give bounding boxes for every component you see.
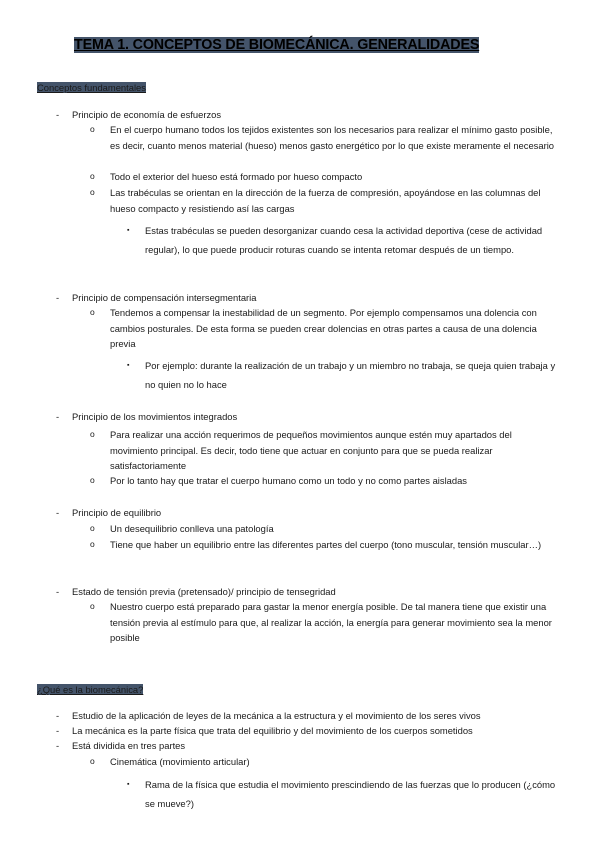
subpoint-compensacion-ejemplo: Por ejemplo: durante la realización de un trabajo y un miembro no trabaja, se queja quien trabaja y no quien no lo hace	[145, 360, 556, 390]
circle-marker: o	[90, 475, 95, 485]
point-economia-tejidos: En el cuerpo humano todos los tejidos existentes son los necesarios para realizar el mínimo gasto posible, es decir, cuanto menos material (hueso) menos gasto energético por lo que existe meramente el necesario	[110, 124, 554, 151]
dash-marker: -	[56, 710, 60, 721]
dash-marker: -	[56, 109, 60, 120]
circle-marker: o	[90, 523, 95, 533]
circle-marker: o	[90, 187, 95, 197]
principle-tensegridad: Estado de tensión previa (pretensado)/ principio de tensegridad	[72, 586, 336, 597]
point-integrados-accion: Para realizar una acción requerimos de pequeños movimientos aunque estén muy apartados del movimiento principal. Es decir, todo tiene que actuar en conjunto para que se pueda realizar satisfactoriamente	[110, 429, 512, 472]
item-estudio-leyes: Estudio de la aplicación de leyes de la mecánica a la estructura y el movimiento de los seres vivos	[72, 710, 481, 721]
principle-compensacion: Principio de compensación intersegmentaria	[72, 292, 257, 303]
section-heading-conceptos: Conceptos fundamentales	[37, 82, 146, 93]
circle-marker: o	[90, 756, 95, 766]
subpoint-cinematica-definicion: Rama de la física que estudia el movimiento prescindiendo de las fuerzas que lo producen (¿cómo se mueve?)	[145, 779, 556, 809]
circle-marker: o	[90, 601, 95, 611]
circle-marker: o	[90, 539, 95, 549]
dash-marker: -	[56, 725, 60, 736]
point-integrados-todo: Por lo tanto hay que tratar el cuerpo humano como un todo y no como partes aisladas	[110, 475, 467, 486]
point-compensacion-inestabilidad: Tendemos a compensar la inestabilidad de un segmento. Por ejemplo compensamos una dolencia con cambios posturales. De esta forma se pueden crear dolencias en otras partes a causa de una dolencia previa	[110, 307, 537, 350]
square-bullet-marker: ▪	[127, 781, 130, 788]
point-economia-hueso-compacto: Todo el exterior del hueso está formado por hueso compacto	[110, 171, 363, 182]
section-heading-biomecanica: ¿Qué es la biomecánica?	[37, 684, 144, 695]
principle-economia: Principio de economía de esfuerzos	[72, 109, 222, 120]
point-equilibrio-partes: Tiene que haber un equilibrio entre las diferentes partes del cuerpo (tono muscular, tensión muscular…)	[110, 539, 542, 550]
circle-marker: o	[90, 307, 95, 317]
dash-marker: -	[56, 740, 60, 751]
point-equilibrio-desequilibrio: Un desequilibrio conlleva una patología	[110, 523, 274, 534]
item-mecanica-definicion: La mecánica es la parte física que trata del equilibrio y del movimiento de los cuerpos sometidos	[72, 725, 473, 736]
point-economia-trabeculas: Las trabéculas se orientan en la dirección de la fuerza de compresión, apoyándose en las columnas del hueso compacto y resistiendo así las cargas	[110, 187, 541, 214]
circle-marker: o	[90, 171, 95, 181]
square-bullet-marker: ▪	[127, 362, 130, 369]
circle-marker: o	[90, 124, 95, 134]
item-tres-partes: Está dividida en tres partes	[72, 740, 186, 751]
dash-marker: -	[56, 507, 60, 518]
dash-marker: -	[56, 292, 60, 303]
square-bullet-marker: ▪	[127, 227, 130, 234]
document-title: TEMA 1. CONCEPTOS DE BIOMECÁNICA. GENERALIDADES	[74, 37, 480, 53]
point-cinematica: Cinemática (movimiento articular)	[110, 756, 250, 767]
subpoint-trabeculas-desorganizar: Estas trabéculas se pueden desorganizar cuando cesa la actividad deportiva (cese de actividad regular), lo que puede producir roturas cuando se intenta retomar después de un tiempo.	[145, 225, 543, 255]
dash-marker: -	[56, 586, 60, 597]
point-tensegridad-energia: Nuestro cuerpo está preparado para gastar la menor energía posible. De tal manera tiene que existir una tensión previa al estímulo para que, al realizar la acción, la energía para generar movimiento sea la menor posible	[110, 601, 552, 644]
dash-marker: -	[56, 411, 60, 422]
circle-marker: o	[90, 429, 95, 439]
principle-equilibrio: Principio de equilibrio	[72, 507, 162, 518]
principle-movimientos-integrados: Principio de los movimientos integrados	[72, 411, 238, 422]
